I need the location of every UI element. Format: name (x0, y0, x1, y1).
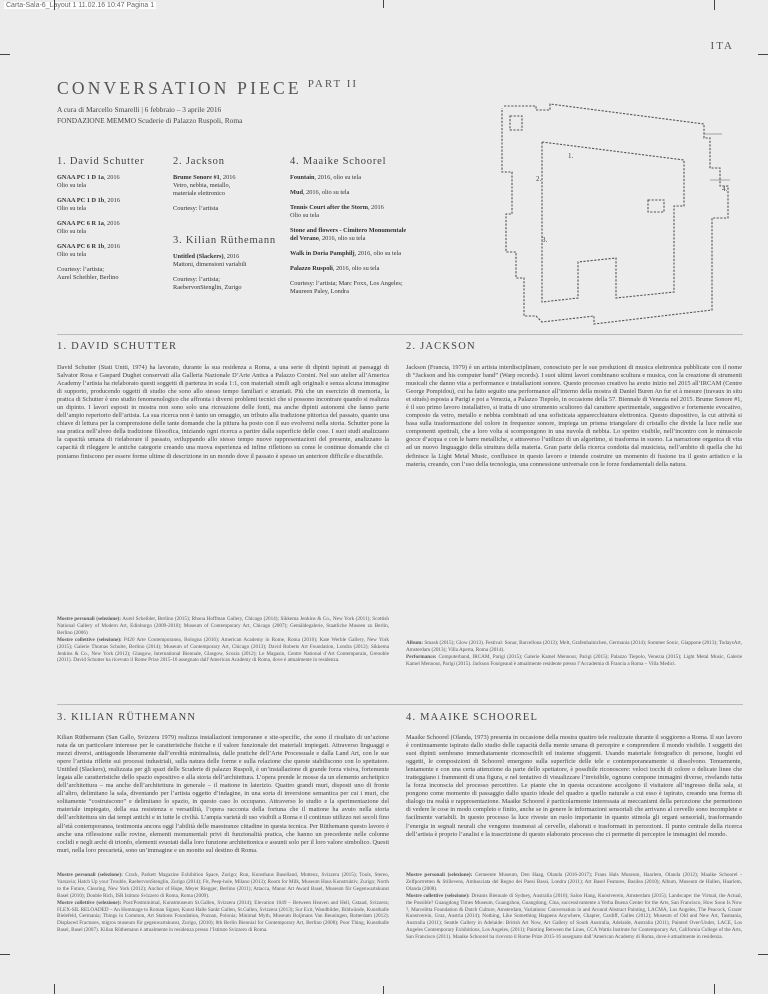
section-bio-schoorel (406, 872, 742, 941)
work-title: Fountain (290, 174, 315, 181)
work-title: Mud (290, 189, 303, 196)
work-medium: Mattoni, dimensioni variabili (173, 261, 247, 268)
floor-plan-arrows (704, 134, 730, 180)
section-title-ruthemann: 3. KILIAN RÜTHEMANN (57, 712, 197, 723)
work-medium: Olio su tela (57, 182, 87, 189)
artist-column-4 (290, 158, 490, 303)
work-date: , 2016 (104, 197, 120, 204)
bio-label: Mostre personali (selezione): (57, 616, 122, 622)
curator-line: A cura di Marcello Smarelli | 6 febbraio – 3 aprile 2016 (57, 105, 222, 114)
crop-mark (54, 984, 55, 994)
crop-mark (758, 54, 768, 55)
plan-label-3: 3. (542, 236, 548, 244)
artist-column-1 (57, 158, 157, 289)
work-item (290, 227, 490, 243)
bio-text: Smash (2015); Glow (2013). Festival: Sonar, Barcellona (2013); Melt, Grafenhainichen, Germania (2014); Summer Sonic, Giappone (2013); TodaysArt, Amsterdam (2013); Villa Aperta, Roma (2014). (406, 640, 742, 653)
work-date: , 2016 (219, 174, 236, 181)
floor-plan-labels (536, 152, 728, 244)
work-title: Stone and flowers - Cimitero Monumentale (290, 227, 407, 234)
work-title: GNAA PC 6 R 1a (57, 220, 104, 227)
work-date: , 2016 (223, 253, 240, 260)
work-item (290, 250, 490, 258)
work-date: , 2016 (104, 243, 120, 250)
work-item (290, 204, 490, 220)
bio-text: Gemeente Museum, Den Haag, Olanda (2016-2017); Frans Hals Museum, Haarlem, Olanda (2012); Maaike Schoorel - Zelfportretten & Stillevens, Ambasciata del Regno dei Paesi Bassi, Londra (2011); Art Basel Features, Basilea (2010); Album, Museum de Hallen, Haarlem, Olanda (2008). (406, 872, 742, 892)
work-date: , 2016 (103, 220, 120, 227)
work-date: , 2016, olio su tela (354, 250, 402, 257)
work-item (57, 197, 157, 213)
work-date: , 2016, olio su tela (314, 174, 362, 181)
crop-mark (758, 954, 768, 955)
section-body-schoorel: Maaike Schoorel (Olanda, 1973) presenta in occasione della mostra quattro tele realizzate durante il soggiorno a Roma. Il suo lavoro è continuamente ispirato dallo studio delle capacità della mente umana di percepire e comprendere il mondo visibile. I soggetti dei suoi dipinti sembrano immediatamente riconoscibili ed insieme sfuggenti. Usando materiale fotografico di persone, luoghi ed oggetti, le composizioni di Schoorel emergono sulla superficie delle tele e contemporaneamente si dissolvono. Tenuemente, lentamente e con una certa attenzione da parte dello spettatore, è possibile riconoscere: veloci tocchi di colore o delicate linee che tratteggiano i frammenti di una figura, e nel tentativo di visualizzare l’invisibile, ognuno compone immagini diverse, rivelando tutta la forza inconscia del processo percettivo. Le piante che in questa occasione accolgono il visitatore all’ingresso della sala, si pongono come momento di passaggio dallo spazio ideale del quadro a quello naturale a cui esso è ispirato, creando una forma di dialogo tra realtà e rappresentazione. Maaike Schoorel è particolarmente interessata ai meccanismi della percezione che permettono di vedere le cose in modo completo e finito, anche se in genere le informazioni sensoriali che arrivano al cervello sono incomplete e facilmente variabili. In questo processo la luce riveste un ruolo importante in quanto stimola gli organi sensoriali, trasformando l’energia in segnali neurali che vengono trasmessi al cervello, elaborati e trasformati in percezioni. Il punto centrale della ricerca dell’artista è proprio l’analisi e la trascrizione di questo elaborato processo che ci permette di percepire le immagini del mondo. (406, 734, 742, 838)
work-medium: Olio su tela (57, 228, 87, 235)
work-item (290, 174, 490, 182)
bio-text: Dreams Biennale di Sydney, Australia (2016); Salon Hang, Kunstverein, Amsterdam (2015); Landscape: the Virtual, the Actual, the Possible? Guangdong Times Museum, Guangzhou, Guangdong, Cina, successivamente a Yerba Buena Center for the Arts, San Francisco, How Soon Is Now ?, Marcelitta Foundation & Dutch Culture, Amsterdam, Variations: Conversation in and Around Abstract Painting, LACMA, Los Angeles, The Peacock, Grazer Kunstverein, Graz, Austria (2014); Nothing, Like Something Happens Anywhere, Chapter, Cardiff, Galles (2012); Museum of Old and New Art, Tasmania, Australia (2011); Seattle Gallery in Adelaide: British Art Now, Art Gallery of South Australia, Adelaide, Australia (2011), Painted Over/Under, LACE, Los Angeles Contemporary Exhibitions, Los Angeles, (2011); Painting Between the Lines, CCA Wattis Institute for Contemporary Art, California College of the Arts, San Francisco (2011). Maaike Schoorel ha ricevuto il Rome Prize 2015-16 assegnato dall’American Academy di Roma, dove è attualmente in residenza. (406, 892, 742, 941)
work-title: GNAA PC 6 R 1b (57, 243, 105, 250)
section-body-schutter: David Schutter (Stati Uniti, 1974) ha lavorato, durante la sua residenza a Roma, a una serie di dipinti ispirati ai paesaggi di Salvator Rosa e Gaspard Dughet conservati alla Galleria Nazionale D’Arte Antica a Palazzo Corsini. Nel suo atelier all’America Academy l’artista ha rielaborato questi soggetti di partenza in scala 1:1, con materiali simili agli originali e senza alcuna immagine di supporto, producendo oggetti di studio che sono allo stesso tempo familiari e straniati. Più che un esercizio di memoria, la pratica di Schutter è uno studio fenomenologico che affronta i diversi problemi tecnici che si possono incontrare quando si realizza un dipinto. I lavori esposti in mostra non sono solo una ricreazione delle fonti, ma anche dipinti autonomi che fanno parte dell’ampio repertorio dell’artista. La sua ricerca non è tanto un omaggio, un tributo alla tradizione pittorica del passato, quanto una chiave di lettura per la comprensione delle tante domande che la pittura ha posto con il suo evolversi nella storia. Schutter pone la sua pratica nell’alveo della tradizione filosofica, iniziando ogni ricerca a partire dalla superficie delle cose. I suoi studi analizzano la capacità umana di rielaborare il passato, sviluppando allo stesso tempo nuove rappresentazioni del presente, analizzano la capacità di rileggere le antiche categorie creando una nuova esperienza ed infine riflettono su come le continue domande che ci poniamo finiscono per essere forme ultime di descrizione in un mondo dove il passato è spesso un anteriore difficile e discutibile. (57, 364, 389, 460)
artist-heading: 2. Jackson (173, 156, 225, 167)
language-label: ITA (710, 40, 734, 52)
work-medium: Olio su tela (57, 251, 87, 258)
work-date: , 2016, olio su tela (318, 235, 366, 242)
courtesy: Courtesy: l’artista; RaebervonStenglin, Zurigo (173, 276, 242, 291)
crop-mark (383, 986, 384, 994)
bio-text: Aurel Scheibler, Berlino (2015); Rhona Hoffman Gallery, Chicago (2014); Sikkema Jenkins & Co., New York (2011); Scottish National Gallery of Modern Art, Edinburgo (2009-2010); Museum of Contemporary Art, Chicago (2007); Gemäldegalerie, Staatliche Museen zu Berlin, Berlino (2006) (57, 616, 389, 636)
work-title: GNAA PC 1 D 1b (57, 197, 105, 204)
bio-label: Mostre personali (selezione): (57, 872, 123, 878)
courtesy: Courtesy: l’artista; Marc Foxx, Los Angeles; Maureen Paley, Londra (290, 280, 403, 295)
title-part: PART II (307, 78, 359, 91)
work-title: del Verano (290, 235, 319, 242)
work-date: , 2016 (368, 204, 384, 211)
crop-mark (714, 984, 715, 994)
floor-plan-walls (502, 104, 728, 324)
crop-mark (54, 0, 55, 10)
section-bio-ruthemann (57, 872, 389, 934)
crop-mark (714, 0, 715, 10)
work-medium: materiale elettronico (173, 190, 225, 197)
work-title: Walk in Doria Pamphilj (290, 250, 355, 257)
floor-plan (498, 102, 738, 330)
bio-text: Computerband, IRCAM, Parigi (2015); Galerie Kamel Mennour, Parigi (2015); Palazzo Tiepolo, Venezia (2015); Light Metal Music, Galerie Kamel Mennour, Parigi (2015). Jackson Fourgeaud è attualmente residente presso l’Accademia di Francia a Roma – Villa Medici. (406, 653, 742, 667)
page-title (57, 78, 358, 99)
bio-label: Mostre personali (selezione): (406, 872, 473, 878)
crop-mark (383, 0, 384, 8)
work-date: , 2016 (103, 174, 120, 181)
bio-text: Crack, Parkett Magazine Exhibition Space, Zurigo; Run, Kunsthaus Baselland, Muttenz, Svizzera (2015); Tools, Stereo, Varsavia; Hatch Up your Trouble, RaebervonStenglin, Zurigo (2014); Fit, Peep-hole, Milano (2013); Room for Milk, Museum Haus Konstruktiv, Zurigo; North to the Future, Clearing, New York (2012); Anchor of Hope, Meyer Riegger, Berlino (2011); Attacca, Manor Art Award Basel, Museum für Gegenwartskunst Basel (2010); Double Rich, ISR Istituto Svizzero di Roma, Roma (2009). (57, 872, 390, 899)
bio-label: Mostre collettive (selezione): (406, 892, 470, 899)
divider (57, 334, 743, 335)
work-title: Untitled (Slackers) (173, 253, 224, 260)
bio-label: Album: (406, 640, 424, 646)
work-title: Tennis Court after the Storm (290, 204, 369, 211)
section-title-schutter: 1. DAVID SCHUTTER (57, 341, 178, 352)
work-medium: Vetro, nebbia, metallo, (173, 182, 231, 189)
work-item (57, 220, 157, 236)
work-medium: Olio su tela (57, 205, 87, 212)
work-title: Brume Sonore #1 (173, 174, 220, 181)
work-medium: Olio su tela (290, 212, 320, 219)
artist-heading: 4. Maaike Schoorel (290, 156, 387, 167)
work-title: Palazzo Ruspoli (290, 265, 333, 272)
plan-label-1: 1. (568, 152, 574, 160)
print-slug: Carta-Sala-6_Layout 1 11.02.16 10:47 Pagina 1 (6, 2, 155, 9)
work-item (173, 174, 283, 198)
section-title-jackson: 2. JACKSON (406, 341, 476, 352)
section-title-schoorel: 4. MAAIKE SCHOOREL (406, 712, 539, 723)
divider (57, 704, 743, 705)
work-date: , 2016, olio su tela (302, 189, 350, 196)
bio-text: Post/Postminimal, Kunstmuseum St.Gallen, Svizzera (2014); Elevation 1049 – Between Heaven and Hell, Gstaad, Svizzera; FLEX-SIL RELOADED – An Hommage to Roman Signer, Kunst Halle Sankt Gallen, St.Gallen, Svizzera (2013); Sur Exit, Wandbilder, Bildwände, Kunsthalle Bielefeld, Germania; Things in Common, Art Stations Foundation, Poznan, Polonia; Minimal Myth, Museum Boijmans Van Beuningen, Rotterdam (2012); Displaced Fractures, migros museum für gegenwartskunst, Zurigo, (2010); 8th Berlin Biennial for Contemporary Art, Berlino (2008); Poor Thing, Kunsthalle Basel, Basel (2007). Kilian Rüthemann è attualmente in residenza presso l’Istituto Svizzero di Roma. (57, 899, 389, 934)
plan-label-4: 4. (722, 185, 728, 193)
courtesy: Courtesy: l’artista (173, 205, 219, 212)
artist-heading: 3. Kilian Rüthemann (173, 235, 276, 246)
crop-mark (0, 54, 10, 55)
work-item (173, 253, 283, 269)
work-item (290, 189, 490, 197)
work-item (290, 265, 490, 273)
artist-column-2 (173, 158, 283, 299)
work-date: , 2016, olio su tela (332, 265, 380, 272)
artist-heading: 1. David Schutter (57, 156, 145, 167)
plan-label-2: 2. (536, 175, 542, 183)
bio-text: P420 Arte Contemporanea, Bologna (2016); American Academy in Rome, Roma (2016); Kate Werble Gallery, New York (2015); Galerie Thomas Schulte, Berlino (2014); Museum of Contemporary Art, Chicago (2013); David Roberts Art Foundation, Londra (2012); Sikkema Jenkins & Co., New York (2012); Glasgow, International Biennale, Glasgow, Scozia (2012); Le Magasin, Centre National d’Art Contemporain, Grenoble (2011). David Schutter ha ricevuto il Rome Prize 2015-16 assegnato dall’American Academy di Roma, dove è attualmente in residenza. (57, 636, 389, 664)
bio-label: Mostre collettive (selezione): (57, 636, 122, 643)
section-body-jackson: Jackson (Francia, 1979) è un artista interdisciplinare, conosciuto per le sue produzioni di musica elettronica pubblicate con il nome di “Jackson and his computer band” (Warp records). I suoi ultimi lavori combinano scultura e musica, con la creazione di strumenti musicali che danno vita a performance e installazioni sonore. Questo processo creativo ha avuto inizio nel 2015 all’IRCAM (Centre George Pompidou), cui ha fatto seguito una performance all’interno della mostra di Daniel Buren An fur et à mesure (travaux in situ et situés) esposta a Parigi e poi a Venezia, a Palazzo Tiepolo, in occasione della 57. Biennale di Venezia nel 2015. Brume Sonore #1, è il suo primo lavoro installativo, si tratta di uno strumento scultoreo dal carattere sperimentale, suggestivo e fortemente evocativo, composto da vetro, metallo e nebbia combinati ad una sofisticata apparecchiatura elettronica. Questo dispositivo, la cui attività si basa sulla trasformazione del colore in frequenze sonore, impiega un prisma triangolare di cristallo che divide la luce nelle sue componenti spettrali, che a loro volta si scompongono in una nuvola di nebbia. Lo spettro visibile, nell’incontro con le minuscole gocce d’acqua e con le barre metalliche, e attraverso l’utilizzo di un algoritmo, si trasforma in suono. La narrazione organica di vita ad un nuovo linguaggio della struttura della materia. Gran parte della ricerca condotta dal musicista, nell’ambito di quella che lui definisce la Light Metal Music, confluisce in questo lavoro e intende costruire un momento di fusione tra il gesto artistico e la materia, creando, con l’uso della tecnologia, una connessione universale con le forze fondamentali della natura. (406, 364, 742, 468)
work-item (57, 243, 157, 259)
courtesy: Courtesy: l’artista; Aurel Scheibler, Berlino (57, 266, 119, 281)
work-title: GNAA PC 1 D 1a (57, 174, 104, 181)
title-text: CONVERSATION PIECE (57, 78, 302, 98)
venue-line: FONDAZIONE MEMMO Scuderie di Palazzo Ruspoli, Roma (57, 116, 243, 125)
section-bio-jackson (406, 640, 742, 668)
curator-info (57, 104, 387, 126)
section-bio-schutter (57, 616, 389, 664)
work-item (57, 174, 157, 190)
section-body-ruthemann: Kilian Rüthemann (San Gallo, Svizzera 1979) realizza installazioni temporanee e site-specific, che sono il risultato di un’azione nata da un particolare interesse per le caratteristiche fisiche e il valore funzionale dei materiali impiegati. Attraverso linguaggi e mezzi diversi, antitagonde liberamente dall’eredità minimalista, dalle pratiche dell’Arte Processuale e dalla Land Art, con le sue opere l’artista riflette sui processi industriali, sulla natura delle forme e sulla relazione che queste stabiliscono con lo spettatore. Untitled (Slackers), realizzata per gli spazi delle Scuderie di palazzo Ruspoli, è un’installazione di grande forza visiva, fortemente legata alle caratteristiche dello spazio espositivo e alla storia dell’architettura. L’opera prende le mosse da un elemento archetipico dell’architettura – ma anche dell’architettura in generale – il mattone in laterizio. Quattro grandi muri, disposti uno di fronte all’altro, delimitano la sala, diventando per l’artista oggetto d’indagine, in una sorta di inversione semantica per cui i muri, che solitamente “costruiscono” e delimitano lo spazio, in questo caso lo occupano. Attraverso lo studio e la sperimentazione del materiale impiegato, della sua resistenza e versatilità, l’opera racconta della fortuna che il mattone ha avuto nella storia dell’architettura sin dai tempi antichi e in tutte le civiltà. L’ampia varietà di uso visibili a Roma e il continuo utilizzo nei secoli fino all’età contemporanea, testimonia ancora oggi l’abilità delle maestranze cittadine in questa tecnica. Per Rüthemann questo lavoro è anche una riflessione sulle rovine, elementi monumentali privi di funzionalità pratica, che hanno un precedente nelle colonne coclidi e negli archi di trionfo, elementi svuotati dalla loro funzione architettonica e assunti solo per il loro valore simbolico. Questi muri, nella loro precarietà, sono un’immagine e un monito sul destino di Roma. (57, 734, 389, 854)
crop-mark (0, 954, 10, 955)
bio-label: Performance: (406, 653, 437, 660)
bio-label: Mostre collettive (selezione): (57, 899, 122, 906)
